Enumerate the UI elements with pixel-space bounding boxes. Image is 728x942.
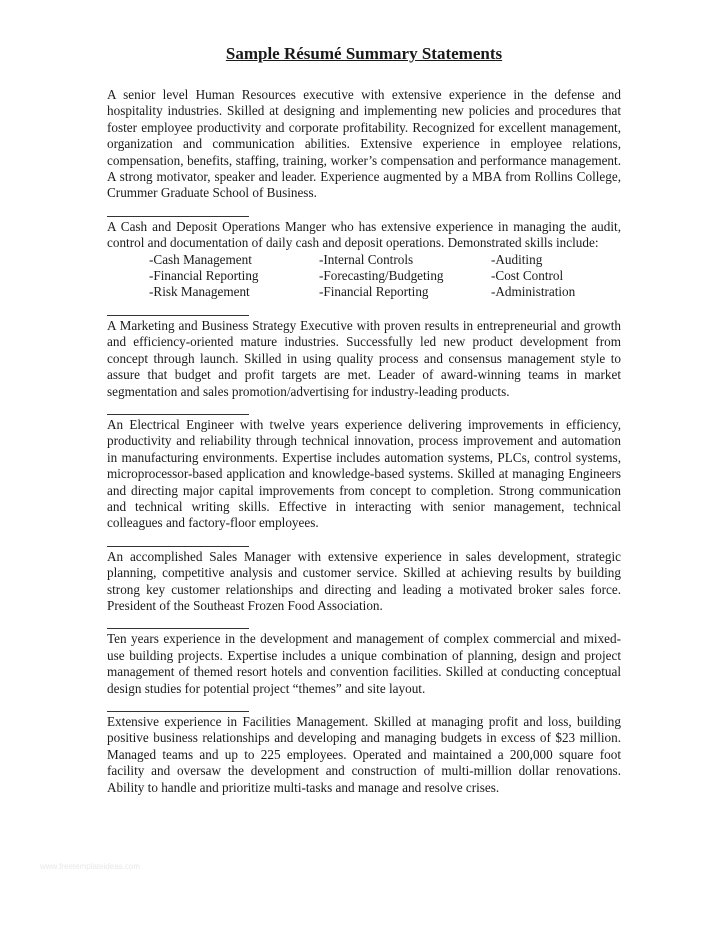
skills-list: [107, 252, 621, 301]
section-divider: [107, 216, 249, 217]
summary-marketing-executive: A Marketing and Business Strategy Executive with proven results in entrepreneurial and growth and efficiency-oriented mature industries. Successfully led new product development from concept through launch. Skilled in using quality process and consensus management style to assure that budget and profit targets are met. Leader of award-winning teams in market segmentation and sales promotion/advertising for industry-leading products.: [107, 317, 621, 399]
section-divider: [107, 546, 249, 547]
watermark: www.freetemplateideas.com: [40, 862, 141, 871]
page-title: Sample Résumé Summary Statements: [225, 44, 503, 63]
summary-building-projects: Ten years experience in the development and management of complex commercial and mixed-use building projects. Expertise includes a unique combination of planning, design and project management of themed resort hotels and convention facilities. Skilled at conducting conceptual design studies for potential project “themes” and site layout.: [107, 631, 621, 696]
summary-facilities-management: Extensive experience in Facilities Management. Skilled at managing profit and loss, building positive business relationships and developing and managing budgets in excess of $23 million. Managed teams and up to 225 employees. Operated and maintained a 200,000 square foot facility and oversaw the development and construction of multi-million dollar renovations. Ability to handle and prioritize multi-tasks and manage and resolve crises.: [107, 714, 621, 795]
document-page: [107, 44, 621, 796]
section-divider: [107, 414, 249, 415]
skill-item: -Financial Reporting: [149, 268, 259, 284]
summary-electrical-engineer: An Electrical Engineer with twelve years experience delivering improvements in efficiency, productivity and reliability through technical innovation, process improvement and automation in manufacturing environments. Expertise includes automation systems, PLCs, control systems, microprocessor-based application and knowledge-based systems. Skilled at managing Engineers and directing major capital improvements from concept to completion. Strong communication and technical writing skills. Effective in interacting with senior management, technical colleagues and factory-floor employees.: [107, 416, 621, 531]
summary-hr-executive: A senior level Human Resources executive with extensive experience in the defense and hospitality industries. Skilled at designing and implementing new policies and procedures that foster employee productivity and corporate profitability. Recognized for excellent management, organization and communication abilities. Extensive experience in employee relations, compensation, benefits, staffing, training, worker’s compensation and performance management. A strong motivator, speaker and leader. Experience augmented by a MBA from Rollins College, Crummer Graduate School of Business.: [107, 87, 621, 201]
section-divider: [107, 628, 249, 629]
skill-item: -Internal Controls: [319, 251, 414, 267]
skill-item: -Auditing: [491, 251, 543, 267]
skill-item: -Financial Reporting: [319, 284, 429, 300]
summary-cash-deposit-manager: A Cash and Deposit Operations Manger who has extensive experience in managing the audit, control and documentation of daily cash and deposit operations. Demonstrated skills include:: [107, 218, 621, 251]
section-divider: [107, 315, 249, 316]
skill-item: -Cost Control: [491, 268, 564, 284]
skill-item: -Forecasting/Budgeting: [319, 268, 444, 284]
skill-item: -Cash Management: [149, 251, 252, 267]
skill-item: -Administration: [491, 284, 576, 300]
section-divider: [107, 711, 249, 712]
summary-sales-manager: An accomplished Sales Manager with extensive experience in sales development, strategic planning, competitive analysis and customer service. Skilled at achieving results by building strong key customer relationships and directing and leading a motivated broker sales force. President of the Southeast Frozen Food Association.: [107, 548, 621, 613]
skill-item: -Risk Management: [149, 284, 250, 300]
